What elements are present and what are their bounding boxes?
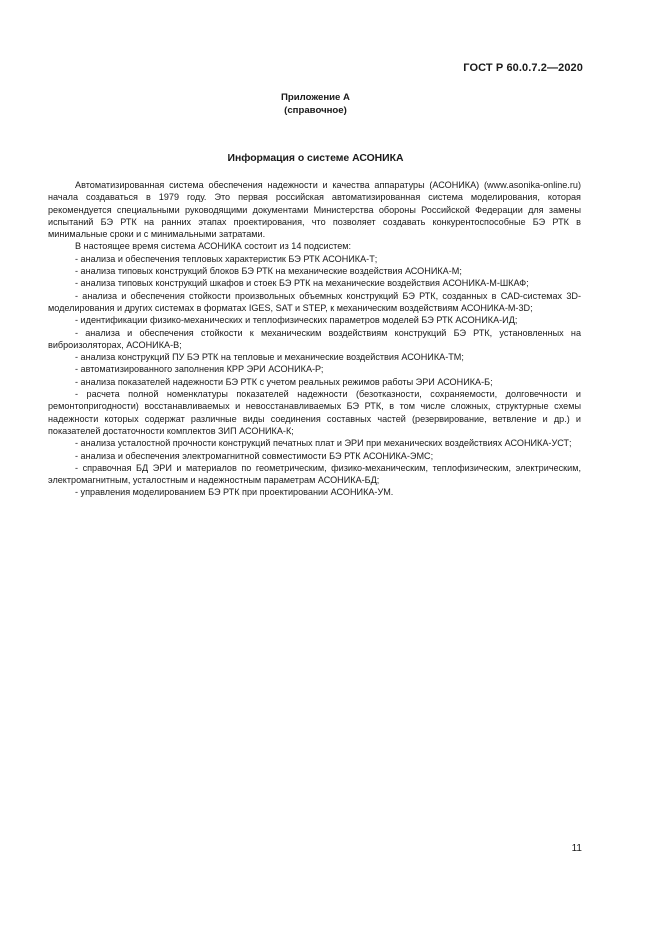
list-item: - анализа усталостной прочности конструкций печатных плат и ЭРИ при механических воздействиях АСОНИКА-УСТ; [75, 438, 572, 449]
section-title: Информация о системе АСОНИКА [227, 153, 404, 164]
list-item: - расчета полной номенклатуры показателей надежности (безотказности, сохраняемости, долговечности и ремонтопригодности) восстанавливаемых и невосстанавливаемых БЭ РТК, в том числе сложных, структурные схемы надежности которых содержат различные виды соединения составных частей (резервирование, ветвление и др.) и показателей достаточности комплектов ЗИП АСОНИКА-К; [48, 389, 581, 436]
appendix-title: Приложение А [281, 92, 350, 103]
list-item: - анализа показателей надежности БЭ РТК с учетом реальных режимов работы ЭРИ АСОНИКА-Б; [75, 376, 493, 387]
appendix-heading [0, 91, 631, 117]
list-item: - анализа конструкций ПУ БЭ РТК на тепловые и механические воздействия АСОНИКА-ТМ; [75, 352, 464, 363]
list-item: - анализа типовых конструкций блоков БЭ РТК на механические воздействия АСОНИКА-М; [75, 266, 462, 277]
page-number: 11 [571, 843, 582, 854]
list-item: - справочная БД ЭРИ и материалов по геометрическим, физико-механическим, теплофизическим, электрическим, электромагнитным, усталостным и надежностным параметрам АСОНИКА-БД; [48, 462, 581, 486]
appendix-subtitle: (справочное) [284, 105, 347, 116]
list-item: - автоматизированного заполнения КРР ЭРИ АСОНИКА-Р; [75, 364, 324, 375]
list-item: - анализа типовых конструкций шкафов и стоек БЭ РТК на механические воздействия АСОНИКА-М-ШКАФ; [75, 278, 529, 289]
list-item: - идентификации физико-механических и теплофизических параметров моделей БЭ РТК АСОНИКА-ИД; [75, 315, 518, 326]
intro-paragraph: Автоматизированная система обеспечения надежности и качества аппаратуры (АСОНИКА) (www.asonika-online.ru) начала создаваться в 1979 году. Это первая российская автоматизированная система моделирования, которая рекомендуется специальными руководящими документами Министерства обороны Российской Федерации для замены испытаний БЭ РТК на ранних этапах проектирования, что позволяет создавать конкурентоспособные БЭ РТК в минимальные сроки и с минимальными затратами. [48, 180, 581, 240]
document-code: ГОСТ Р 60.0.7.2—2020 [463, 62, 583, 74]
list-item: - анализа и обеспечения стойкости к механическим воздействиям конструкций БЭ РТК, установленных на виброизоляторах, АСОНИКА-В; [48, 327, 581, 350]
list-item: - управления моделированием БЭ РТК при проектировании АСОНИКА-УМ. [75, 487, 394, 498]
subsystems-intro: В настоящее время система АСОНИКА состоит из 14 подсистем: [75, 241, 352, 252]
list-item: - анализа и обеспечения стойкости произвольных объемных конструкций БЭ РТК, созданных в CAD-системах 3D-моделирования и других системах в форматах IGES, SAT и STEP, к механическим воздействиям АСОНИКА-М-3D; [48, 290, 581, 313]
body-text [48, 179, 581, 499]
list-item: - анализа и обеспечения электромагнитной совместимости БЭ РТК АСОНИКА-ЭМС; [75, 450, 434, 461]
list-item: - анализа и обеспечения тепловых характеристик БЭ РТК АСОНИКА-Т; [75, 253, 378, 264]
